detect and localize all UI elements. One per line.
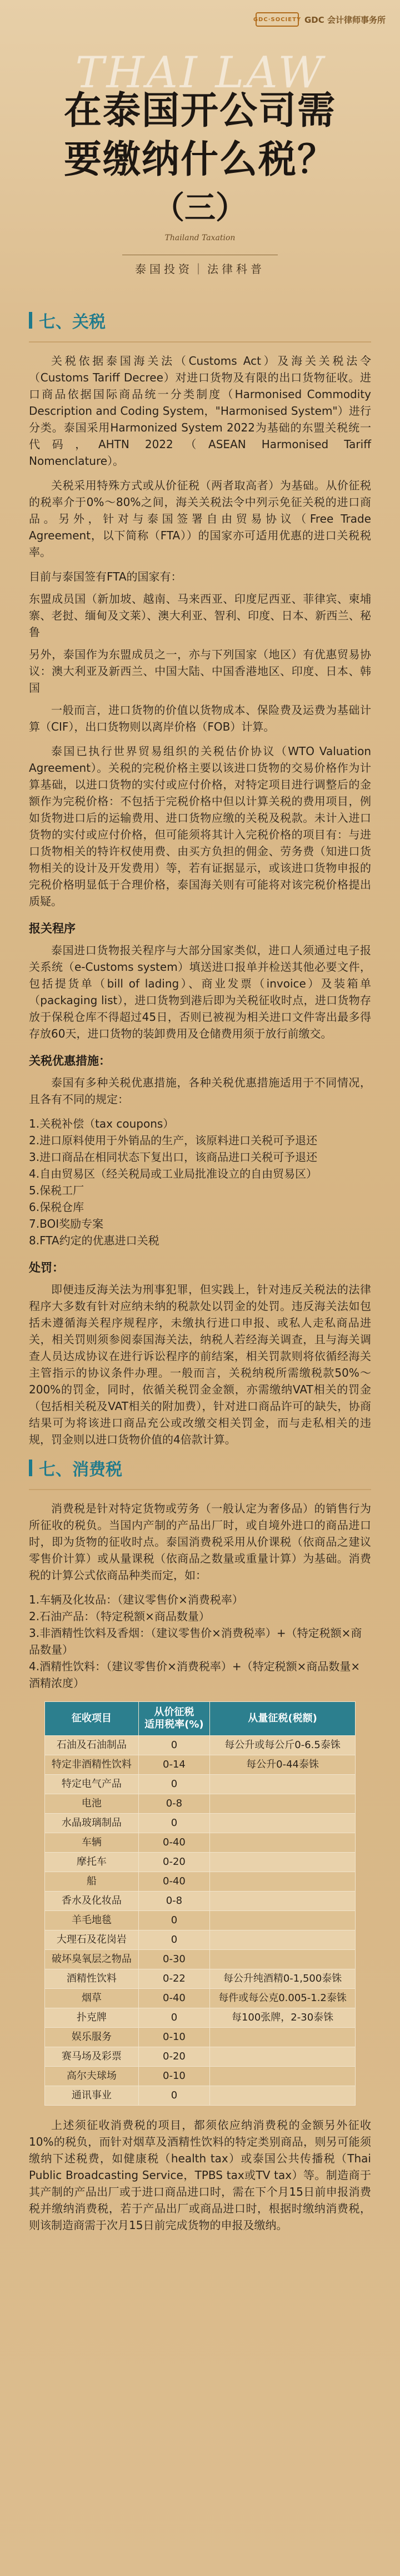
table-cell: 0-40	[138, 1989, 209, 2008]
list-item: 4.自由贸易区（经关税局或工业局批准设立的自由贸易区）	[29, 1167, 318, 1180]
table-cell: 娱乐服务	[45, 2028, 139, 2047]
divider	[29, 341, 371, 343]
subheading: 关税优惠措施：	[29, 1054, 111, 1068]
brand-header	[253, 12, 386, 27]
table-cell	[210, 1775, 356, 1794]
table-cell: 高尔夫球场	[45, 2067, 139, 2086]
table-cell: 石油及石油制品	[45, 1736, 139, 1755]
table-cell: 0-20	[138, 2047, 209, 2067]
table-cell: 船	[45, 1872, 139, 1892]
table-row	[45, 1892, 356, 1911]
table-cell: 0	[138, 2086, 209, 2106]
table-cell: 每公升纯酒精0-1,500泰铢	[210, 1969, 356, 1989]
table-cell: 特定电气产品	[45, 1775, 139, 1794]
table-cell: 0-8	[138, 1892, 209, 1911]
title-part-number: （三）	[153, 190, 247, 226]
table-cell: 0-14	[138, 1755, 209, 1775]
gdc-logo: GDC·SOCIETY	[256, 12, 299, 27]
table-cell: 酒精性饮料	[45, 1969, 139, 1989]
list-item: 4.酒精性饮料：（建议零售价×消费税率）+（特定税额×商品数量×酒精浓度）	[29, 1660, 361, 1690]
table-body	[45, 1736, 356, 2106]
subtitle-tag: Thailand Taxation	[164, 234, 236, 242]
list-item: 5.保税工厂	[29, 1184, 84, 1197]
table-cell	[210, 2028, 356, 2047]
list-item: 2.石油产品：（特定税额×商品数量）	[29, 1610, 210, 1623]
table-cell	[210, 1872, 356, 1892]
table-cell: 每100张牌，2-30泰铢	[210, 2008, 356, 2028]
paragraph: 另外，泰国作为东盟成员之一，亦与下列国家（地区）有优惠贸易协议：澳大利亚及新西兰、中国大陆、中国香港地区、印度、日本、韩国	[29, 648, 371, 694]
paragraph: 一般而言，进口货物的价值以货物成本、保险费及运费为基础计算（CIF），出口货物则以离岸价格（FOB）计算。	[29, 703, 371, 733]
section-heading-customs	[29, 308, 371, 332]
heading-bar-icon	[29, 312, 32, 329]
table-row	[45, 2086, 356, 2106]
column-header: 征收项目	[45, 1702, 139, 1736]
table-row	[45, 1736, 356, 1755]
table-cell: 香水及化妆品	[45, 1892, 139, 1911]
table-cell	[210, 1950, 356, 1969]
table-row	[45, 1775, 356, 1794]
article-body	[29, 300, 371, 2241]
table-cell: 电池	[45, 1794, 139, 1814]
section-title: 七、关税	[39, 312, 106, 332]
list-item: 7.BOI奖励专案	[29, 1217, 104, 1230]
table-cell	[210, 2047, 356, 2067]
excise-rate-table	[44, 1701, 356, 2106]
table-cell: 0	[138, 2008, 209, 2028]
table-header-row	[45, 1702, 356, 1736]
table-row	[45, 1969, 356, 1989]
paragraph: 泰国有多种关税优惠措施，各种关税优惠措施适用于不同情况，且各有不同的规定：	[29, 1076, 371, 1106]
table-row	[45, 1853, 356, 1872]
table-row	[45, 2008, 356, 2028]
list-item: 3.非酒精性饮料及香烟：（建议零售价×消费税率）+（特定税额×商品数量）	[29, 1626, 362, 1656]
table-row	[45, 2047, 356, 2067]
table-row	[45, 1794, 356, 1814]
title-line-2: 要缴纳什么税？	[63, 138, 336, 182]
table-cell: 0	[138, 1736, 209, 1755]
table-cell	[210, 1892, 356, 1911]
title-line-1: 在泰国开公司需	[63, 89, 336, 133]
table-cell: 大理石及花岗岩	[45, 1930, 139, 1950]
table-cell	[210, 1794, 356, 1814]
formula-list	[29, 1591, 371, 1691]
paragraph: 关税采用特殊方式或从价征税（两者取高者）为基础。从价征税的税率介于0%～80%之间，海关关税法令中列示免征关税的进口商品。另外，针对与泰国签署自由贸易协议（Free Trade Agreement，以下简称（FTA））的国家亦可适用优惠的进口关税税率。	[29, 479, 371, 559]
table-row	[45, 1755, 356, 1775]
table-row	[45, 1930, 356, 1950]
table-cell: 0-10	[138, 2028, 209, 2047]
table-cell: 0-30	[138, 1950, 209, 1969]
section-title: 七、消费税	[39, 1460, 122, 1480]
table-cell: 每公升或每公斤0-6.5泰铢	[210, 1736, 356, 1755]
table-cell	[210, 2086, 356, 2106]
table-cell: 0-10	[138, 2067, 209, 2086]
table-cell: 每件或每公克0.005-1.2泰铢	[210, 1989, 356, 2008]
table-cell: 每公升0-44泰铢	[210, 1755, 356, 1775]
list-item: 8.FTA约定的优惠进口关税	[29, 1234, 159, 1247]
table-row	[45, 1989, 356, 2008]
table-row	[45, 1814, 356, 1833]
paragraph: 东盟成员国（新加坡、越南、马来西亚、印度尼西亚、菲律宾、柬埔寨、老挝、缅甸及文莱）、澳大利亚、智利、印度、日本、新西兰、秘鲁	[29, 592, 371, 639]
table-cell: 0-22	[138, 1969, 209, 1989]
list-item: 1.关税补偿（tax coupons）	[29, 1117, 174, 1130]
table-cell: 0	[138, 1814, 209, 1833]
table-cell: 0-40	[138, 1833, 209, 1853]
paragraph: 关税依据泰国海关法（Customs Act）及海关关税法令（Customs Tariff Decree）对进口货物及有限的出口货物征收。进口商品依据国际商品统一分类制度（Harmonised Commodity Description and Coding System，"Harmonised System"）进行分类。泰国采用Harmonized System 2022为基础的东盟关税统一代码，AHTN 2022（ASEAN Harmonised Tariff Nomenclature）。	[29, 354, 371, 468]
table-cell: 0-20	[138, 1853, 209, 1872]
table-row	[45, 1833, 356, 1853]
table-cell: 赛马场及彩票	[45, 2047, 139, 2067]
table-cell	[210, 1853, 356, 1872]
category-label: 泰国投资｜法律科普	[135, 262, 265, 276]
page-title	[0, 87, 400, 185]
table-cell: 烟草	[45, 1989, 139, 2008]
paragraph: 目前与泰国签有FTA的国家有：	[29, 570, 182, 583]
table-cell	[210, 1814, 356, 1833]
table-cell: 水晶玻璃制品	[45, 1814, 139, 1833]
table-row	[45, 1872, 356, 1892]
table-cell: 0	[138, 1911, 209, 1930]
paragraph: 上述须征收消费税的项目，都须依应纳消费税的金额另外征收10%的税负，而针对烟草及酒精性饮料的特定类别商品，则另可能须缴纳下述税费，如健康税（health tax）或泰国公共传播税（Thai Public Broadcasting Service，TPBS tax或TV tax）等。制造商于其产制的产品出厂或于进口商品进口时，需在下个月15日前申报消费税并缴纳消费税，若于产品出厂或商品进口时，根据时缴纳消费税，则该制造商需于次月15日前完成货物的申报及缴纳。	[29, 2118, 371, 2232]
column-header: 从价征税 适用税率(%)	[138, 1702, 209, 1736]
table-cell: 羊毛地毯	[45, 1911, 139, 1930]
column-header: 从量征税(税额)	[210, 1702, 356, 1736]
heading-bar-icon	[29, 1460, 32, 1476]
subheading: 处罚：	[29, 1261, 64, 1274]
table-cell: 破坏臭氧层之物品	[45, 1950, 139, 1969]
table-row	[45, 1950, 356, 1969]
paragraph: 泰国已执行世界贸易组织的关税估价协议（WTO Valuation Agreement）。关税的完税价格主要以该进口货物的交易价格作为计算基础，以进口货物的实付或应付价格，对特定项目进行调整后的金额作为完税价格：不包括于完税价格中但以计算关税的费用项目，例如货物进口后的运输费用、进口货物应缴的关税及税款。未计入进口货物的实付或应付价格，但可能须将其计入完税价格的项目有：与进口货物相关的特许权使用费、由买方负担的佣金、劳务费（知进口货物相关的设计及开发费用）等，若有证据显示，或该进口货物申报的完税价格明显低于合理价格，泰国海关则有可能将对该完税价格提出质疑。	[29, 744, 371, 908]
list-item: 3.进口商品在相同状态下复出口，该商品进口关税可予退还	[29, 1150, 318, 1164]
table-cell: 车辆	[45, 1833, 139, 1853]
table-cell: 0	[138, 1775, 209, 1794]
table-row	[45, 2067, 356, 2086]
table-cell: 扑克牌	[45, 2008, 139, 2028]
table-cell: 特定非酒精性饮料	[45, 1755, 139, 1775]
list-item: 1.车辆及化妆品：（建议零售价×消费税率）	[29, 1593, 243, 1606]
table-cell: 0-40	[138, 1872, 209, 1892]
table-cell: 通讯事业	[45, 2086, 139, 2106]
table-cell	[210, 1911, 356, 1930]
list-item: 2.进口原料使用于外销品的生产，该原料进口关税可予退还	[29, 1134, 318, 1147]
table-cell	[210, 2067, 356, 2086]
table-cell: 摩托车	[45, 1853, 139, 1872]
table-cell: 0	[138, 1930, 209, 1950]
subheading: 报关程序	[29, 922, 76, 935]
table-cell: 0-8	[138, 1794, 209, 1814]
paragraph: 泰国进口货物报关程序与大部分国家类似，进口人须通过电子报关系统（e-Customs system）填送进口报单并检送其他必要文件，包括提货单（bill of lading）、商业发票（invoice）及装箱单（packaging list），进口货物到港后即为关税征收时点，进口货物存放于保税仓库不得超过45日，否则已被视为相关进口文件寄出最多得存放60天，进口货物的装卸费用及仓储费用须于放行前缴交。	[29, 944, 371, 1040]
incentive-list	[29, 1115, 371, 1249]
section-heading-excise	[29, 1456, 371, 1480]
table-cell	[210, 1833, 356, 1853]
table-cell	[210, 1930, 356, 1950]
table-row	[45, 2028, 356, 2047]
divider	[29, 1489, 371, 1490]
watermark-text: THAI LAW	[75, 48, 325, 98]
list-item: 6.保税仓库	[29, 1200, 84, 1214]
paragraph: 即便违反海关法为刑事犯罪，但实践上，针对违反关税法的法律程序大多数有针对应纳未纳的税款处以罚金的处罚。违反海关法如包括未遵循海关程序规程序，未缴执行进口申报、或私人走私商品进关，相关罚则须参阅泰国海关法，纳税人若经海关调查，且与海关调查人员达成协议在进行诉讼程序的前结案，相关罚款则将依循经海关主管指示的协议条件办理。一般而言，关税纳税所需缴税款50%～200%的罚金，同时，依循关税罚金金额，亦需缴纳VAT相关的罚金（包括相关税及VAT相关的附加费），针对进口商品许可的缺失，协商结果可为将该进口商品充公或改缴交相关罚金，而与走私相关的违规，罚金则以进口货物价值的4倍款计算。	[29, 1283, 371, 1446]
brand-name: GDC 会计律师事务所	[304, 14, 386, 25]
paragraph: 消费税是针对特定货物或劳务（一般认定为奢侈品）的销售行为所征收的税负。当国内产制的产品出厂时，或自境外进口的商品进口时，即为货物的征收时点。泰国消费税采用从价课税（依商品之建议零售价计算）或从量课税（依商品之数量或重量计算）为基础。消费税的计算公式依商品种类而定，如：	[29, 1502, 371, 1582]
table-row	[45, 1911, 356, 1930]
